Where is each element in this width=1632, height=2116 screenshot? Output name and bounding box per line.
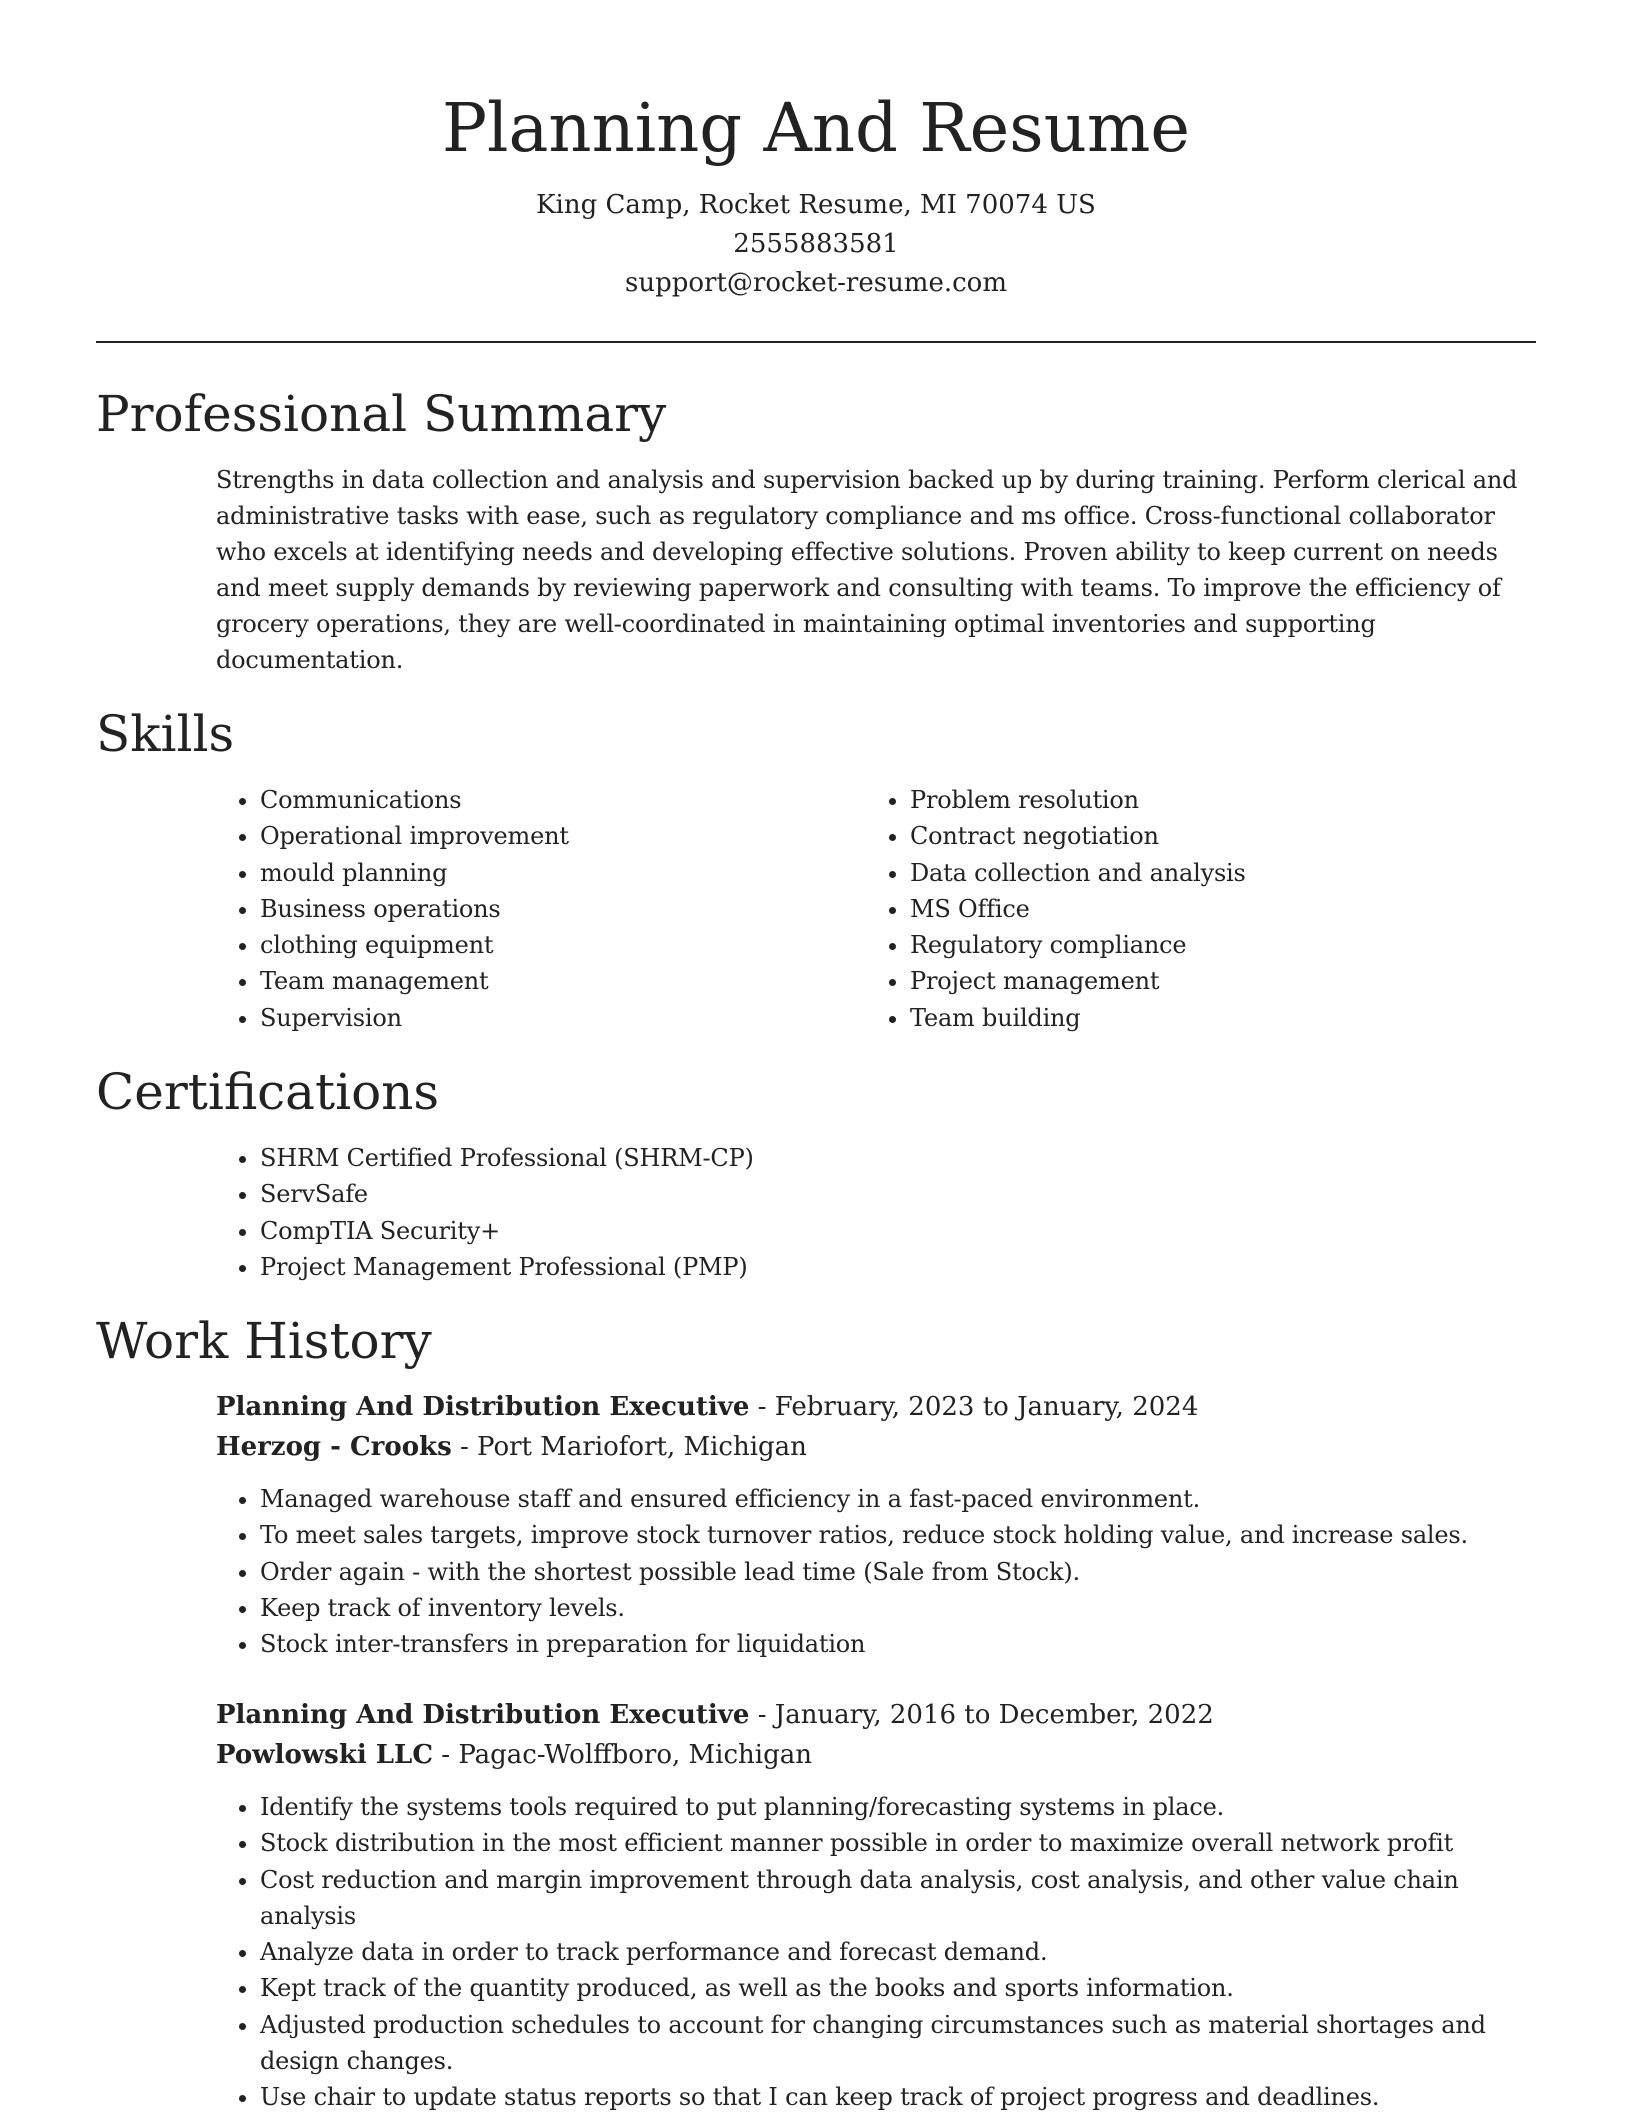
job-duty: • Order again - with the shortest possible lead time (Sale from Stock). [260,1554,1584,1590]
skill-item: • Data collection and analysis [910,855,1510,891]
skills-list-right [866,782,1510,1036]
certification-item: • SHRM Certified Professional (SHRM-CP) [260,1140,1560,1176]
job-duties-list [216,1789,1560,2116]
job-employer: Herzog - Crooks [216,1432,452,1462]
job-duty: • Identify the systems tools required to put planning/forecasting systems in place. [260,1789,1560,1825]
skill-item: • clothing equipment [260,927,820,963]
skill-item: • Team management [260,963,820,999]
skill-item: • mould planning [260,855,820,891]
job-title-line [216,1387,1198,1427]
job-duties-list [216,1481,1584,1662]
section-title-summary: Professional Summary [96,385,667,443]
job-duty: • Stock distribution in the most efficient manner possible in order to maximize overall network profit [260,1825,1560,1861]
contact-phone: 2555883581 [733,229,899,259]
skill-item: • Project management [910,963,1510,999]
resume-header [0,0,1632,303]
job-duty: • To meet sales targets, improve stock turnover ratios, reduce stock holding value, and increase sales. [260,1517,1584,1553]
job-role: Planning And Distribution Executive [216,1392,750,1422]
section-title-work-history: Work History [96,1312,432,1370]
certification-item: • CompTIA Security+ [260,1213,1560,1249]
job-title-line [216,1695,1214,1735]
header-divider [96,341,1536,343]
contact-email: support@rocket-resume.com [624,268,1007,298]
job-duty: • Analyze data in order to track performance and forecast demand. [260,1934,1560,1970]
skill-item: • Supervision [260,1000,820,1036]
certification-item: • Project Management Professional (PMP) [260,1249,1560,1285]
job-duty: • Keep track of inventory levels. [260,1590,1584,1626]
job-duty: • Adjusted production schedules to account for changing circumstances such as material shortages and design changes. [260,2007,1560,2080]
job-company-line [216,1735,812,1775]
section-title-certifications: Certifications [96,1063,440,1121]
skill-item: • Contract negotiation [910,818,1510,854]
contact-address: King Camp, Rocket Resume, MI 70074 US [536,190,1096,220]
skill-item: • Business operations [260,891,820,927]
skill-item: • Problem resolution [910,782,1510,818]
section-title-skills: Skills [96,705,235,763]
skill-item: • Regulatory compliance [910,927,1510,963]
job-role: Planning And Distribution Executive [216,1700,750,1730]
job-dates: - January, 2016 to December, 2022 [749,1700,1214,1730]
job-duty: • Managed warehouse staff and ensured efficiency in a fast-paced environment. [260,1481,1584,1517]
job-location: - Port Mariofort, Michigan [451,1432,807,1462]
candidate-name: Planning And Resume [441,89,1191,167]
job-duty: • Stock inter-transfers in preparation for liquidation [260,1626,1584,1662]
job-company-line [216,1427,807,1467]
skill-item: • Operational improvement [260,818,820,854]
skill-item: • Communications [260,782,820,818]
skills-list-left [216,782,820,1036]
job-duty: • Kept track of the quantity produced, as well as the books and sports information. [260,1970,1560,2006]
job-duty: • Use chair to update status reports so that I can keep track of project progress and deadlines. [260,2079,1560,2115]
job-dates: - February, 2023 to January, 2024 [749,1392,1199,1422]
certification-item: • ServSafe [260,1176,1560,1212]
job-duty: • Cost reduction and margin improvement through data analysis, cost analysis, and other value chain analysis [260,1862,1560,1935]
job-employer: Powlowski LLC [216,1740,434,1770]
job-location: - Pagac-Wolffboro, Michigan [433,1740,812,1770]
summary-text: Strengths in data collection and analysis and supervision backed up by during training. Perform clerical and administrative tasks with ease, such as regulatory compliance and ms office. Cross-functional collaborator who excels at identifying needs and developing effective solutions. Proven ability to keep current on needs and meet supply demands by reviewing paperwork and consulting with teams. To improve the efficiency of grocery operations, they are well-coordinated in maintaining optimal inventories and supporting documentation. [216,466,1518,674]
certifications-list [216,1140,1560,1285]
skill-item: • Team building [910,1000,1510,1036]
skill-item: • MS Office [910,891,1510,927]
